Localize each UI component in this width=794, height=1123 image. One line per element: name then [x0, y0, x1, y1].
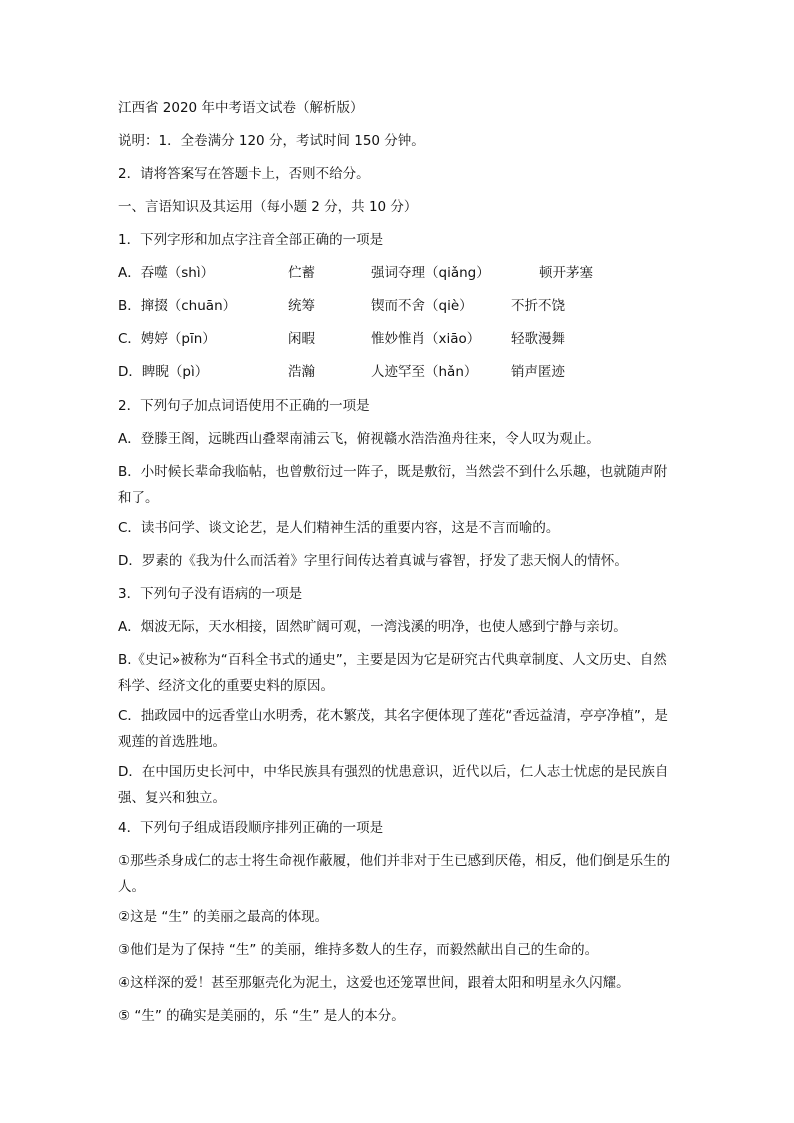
- q4-sentence-5: ⑤ “生” 的确实是美丽的，乐 “生” 是人的本分。: [118, 1008, 405, 1024]
- option-text: A．吞噬（shì）: [118, 265, 215, 281]
- option-text: 浩瀚: [288, 364, 315, 380]
- option-text: 强词夺理（qiǎng）: [371, 265, 490, 281]
- option-text: 轻歌漫舞: [511, 331, 565, 347]
- q2-option-c: C．读书问学、谈文论艺，是人们精神生活的重要内容，这是不言而喻的。: [118, 520, 560, 536]
- q3-option-a: A．烟波无际，天水相接，固然旷阔可观，一湾浅溪的明净，也使人感到宁静与亲切。: [118, 619, 627, 635]
- q2-stem: 2．下列句子加点词语使用不正确的一项是: [118, 398, 370, 414]
- option-text: 惟妙惟肖（xiāo）: [371, 331, 481, 347]
- q2-option-a: A．登滕王阁，远眺西山叠翠南浦云飞，俯视赣水浩浩渔舟往来，令人叹为观止。: [118, 431, 600, 447]
- option-text: 闲暇: [288, 331, 315, 347]
- instructions-line-1: 说明：1．全卷满分 120 分，考试时间 150 分钟。: [118, 133, 425, 149]
- q3-option-d: D．在中国历史长河中，中华民族具有强烈的忧患意识，近代以后，仁人志士忧虑的是民族自强、复兴和独立。: [118, 764, 669, 806]
- q4-sentence-2: ②这是 “生” 的美丽之最高的体现。: [118, 909, 329, 925]
- option-text: 人迹罕至（hǎn）: [371, 364, 478, 380]
- option-text: 顿开茅塞: [539, 265, 593, 281]
- option-text: 不折不饶: [511, 298, 565, 314]
- option-text: D．睥睨（pì）: [118, 364, 209, 380]
- q2-option-b: B．小时候长辈命我临帖，也曾敷衍过一阵子，既是敷衍，当然尝不到什么乐趣，也就随声附和了。: [118, 464, 668, 506]
- q4-sentence-3: ③他们是为了保持 “生” 的美丽，维持多数人的生存，而毅然献出自己的生命的。: [118, 942, 599, 958]
- q4-stem: 4．下列句子组成语段顺序排列正确的一项是: [118, 820, 384, 836]
- q4-sentence-1: ①那些杀身成仁的志士将生命视作蔽履，他们并非对于生已感到厌倦，相反，他们倒是乐生的人。: [118, 853, 671, 895]
- q3-option-c: C．拙政园中的远香堂山水明秀，花木繁茂，其名字便体现了莲花“香远益清，亭亭净植”，是观莲的首选胜地。: [118, 708, 668, 750]
- section-heading: 一、言语知识及其运用（每小题 2 分，共 10 分）: [118, 199, 418, 215]
- q2-option-d: D．罗素的《我为什么而活着》字里行间传达着真诚与睿智，抒发了悲天悯人的情怀。: [118, 553, 628, 569]
- option-text: 统筹: [288, 298, 315, 314]
- option-text: 锲而不舍（qiè）: [371, 298, 473, 314]
- option-text: 伫蓄: [288, 265, 315, 281]
- q4-sentence-4: ④这样深的爱！甚至那躯壳化为泥土，这爱也还笼罩世间，跟着太阳和明星永久闪耀。: [118, 975, 630, 991]
- q1-stem: 1．下列字形和加点字注音全部正确的一项是: [118, 232, 384, 248]
- instructions-line-2: 2．请将答案写在答题卡上，否则不给分。: [118, 166, 370, 182]
- q3-stem: 3．下列句子没有语病的一项是: [118, 586, 303, 602]
- q3-option-b: B.《史记»被称为“百科全书式的通史”，主要是因为它是研究古代典章制度、人文历史、自然科学、经济文化的重要史料的原因。: [118, 652, 667, 694]
- option-text: B．撺掇（chuān）: [118, 298, 237, 314]
- option-text: C．娉婷（pīn）: [118, 331, 216, 347]
- doc-title: 江西省 2020 年中考语文试卷（解析版）: [118, 100, 364, 116]
- option-text: 销声匿迹: [511, 364, 565, 380]
